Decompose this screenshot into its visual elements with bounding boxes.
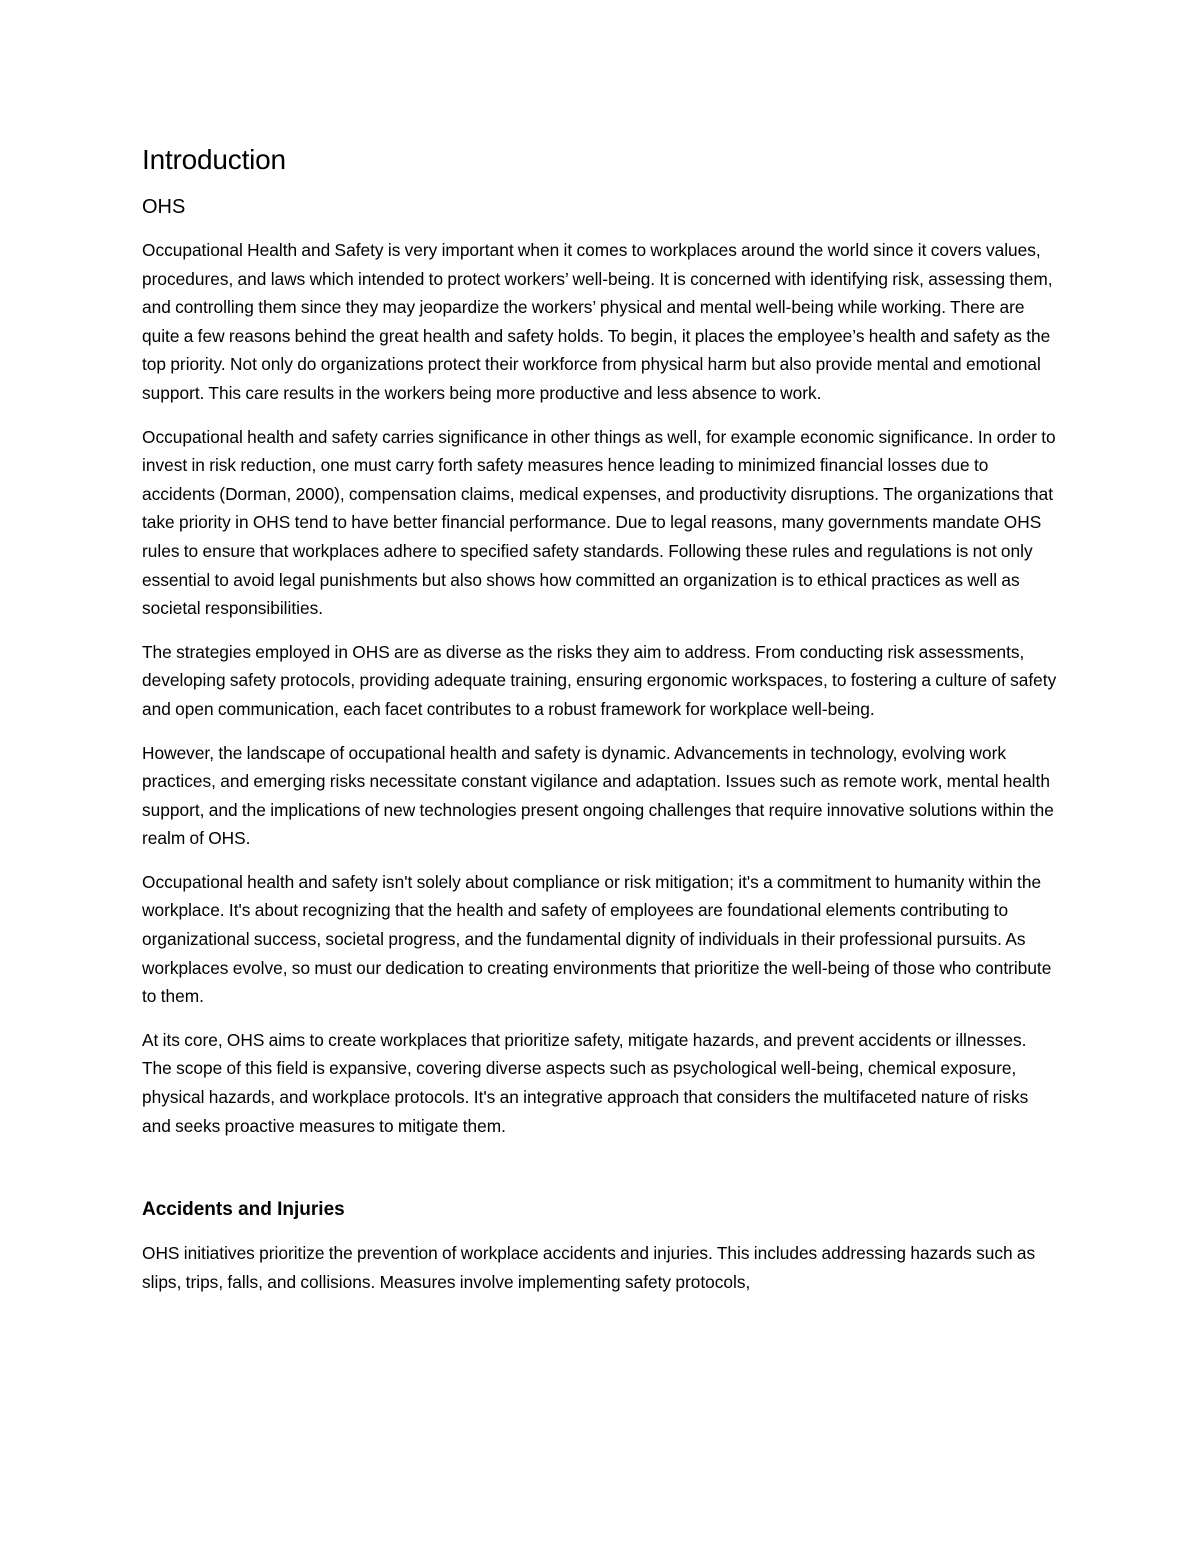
paragraph: Occupational health and safety isn't solely about compliance or risk mitigation; it's a commitment to humanity within the workplace. It's about recognizing that the health and safety of employees are foundational elements contributing to organizational success, societal progress, and the fundamental dignity of individuals in their professional pursuits. As workplaces evolve, so must our dedication to creating environments that prioritize the well-being of those who contribute to them. [142,871,1052,1007]
paragraph: Occupational health and safety carries significance in other things as well, for example economic significance. In order to invest in risk reduction, one must carry forth safety measures hence leading to minimized financial losses due to accidents (Dorman, 2000), compensation claims, medical expenses, and productivity disruptions. The organizations that take priority in OHS tend to have better financial performance. Due to legal reasons, many governments mandate OHS rules to ensure that workplaces adhere to specified safety standards. Following these rules and regulations is not only essential to avoid legal punishments but also shows how committed an organization is to ethical practices as well as societal responsibilities. [142,426,1056,619]
section-heading-ohs: OHS [142,196,186,218]
document-body [142,142,1058,1311]
paragraph: However, the landscape of occupational health and safety is dynamic. Advancements in technology, evolving work practices, and emerging risks necessitate constant vigilance and adaptation. Issues such as remote work, mental health support, and the implications of new technologies present ongoing challenges that require innovative solutions within the realm of OHS. [142,742,1054,849]
blank-line [142,1155,1058,1197]
paragraph: The strategies employed in OHS are as diverse as the risks they aim to address. From conducting risk assessments, developing safety protocols, providing adequate training, ensuring ergonomic workspaces, to fostering a culture of safety and open communication, each facet contributes to a robust framework for workplace well-being. [142,641,1057,719]
paragraph: Occupational Health and Safety is very important when it comes to workplaces around the world since it covers values, procedures, and laws which intended to protect workers’ well-being. It is concerned with identifying risk, assessing them, and controlling them since they may jeopardize the workers’ physical and mental well-being while working. There are quite a few reasons behind the great health and safety holds. To begin, it places the employee’s health and safety as the top priority. Not only do organizations protect their workforce from physical harm but also provide mental and emotional support. This care results in the workers being more productive and less absence to work. [142,240,1053,403]
paragraph: OHS initiatives prioritize the prevention of workplace accidents and injuries. This includes addressing hazards such as slips, trips, falls, and collisions. Measures involve implementing safety protocols, [142,1243,1036,1292]
section-heading-accidents: Accidents and Injuries [142,1199,345,1221]
paragraph: At its core, OHS aims to create workplaces that prioritize safety, mitigate hazards, and prevent accidents or illnesses. The scope of this field is expansive, covering diverse aspects such as psychological well-being, chemical exposure, physical hazards, and workplace protocols. It's an integrative approach that considers the multifaceted nature of risks and seeks proactive measures to mitigate them. [142,1029,1029,1136]
document-title: Introduction [142,144,286,175]
